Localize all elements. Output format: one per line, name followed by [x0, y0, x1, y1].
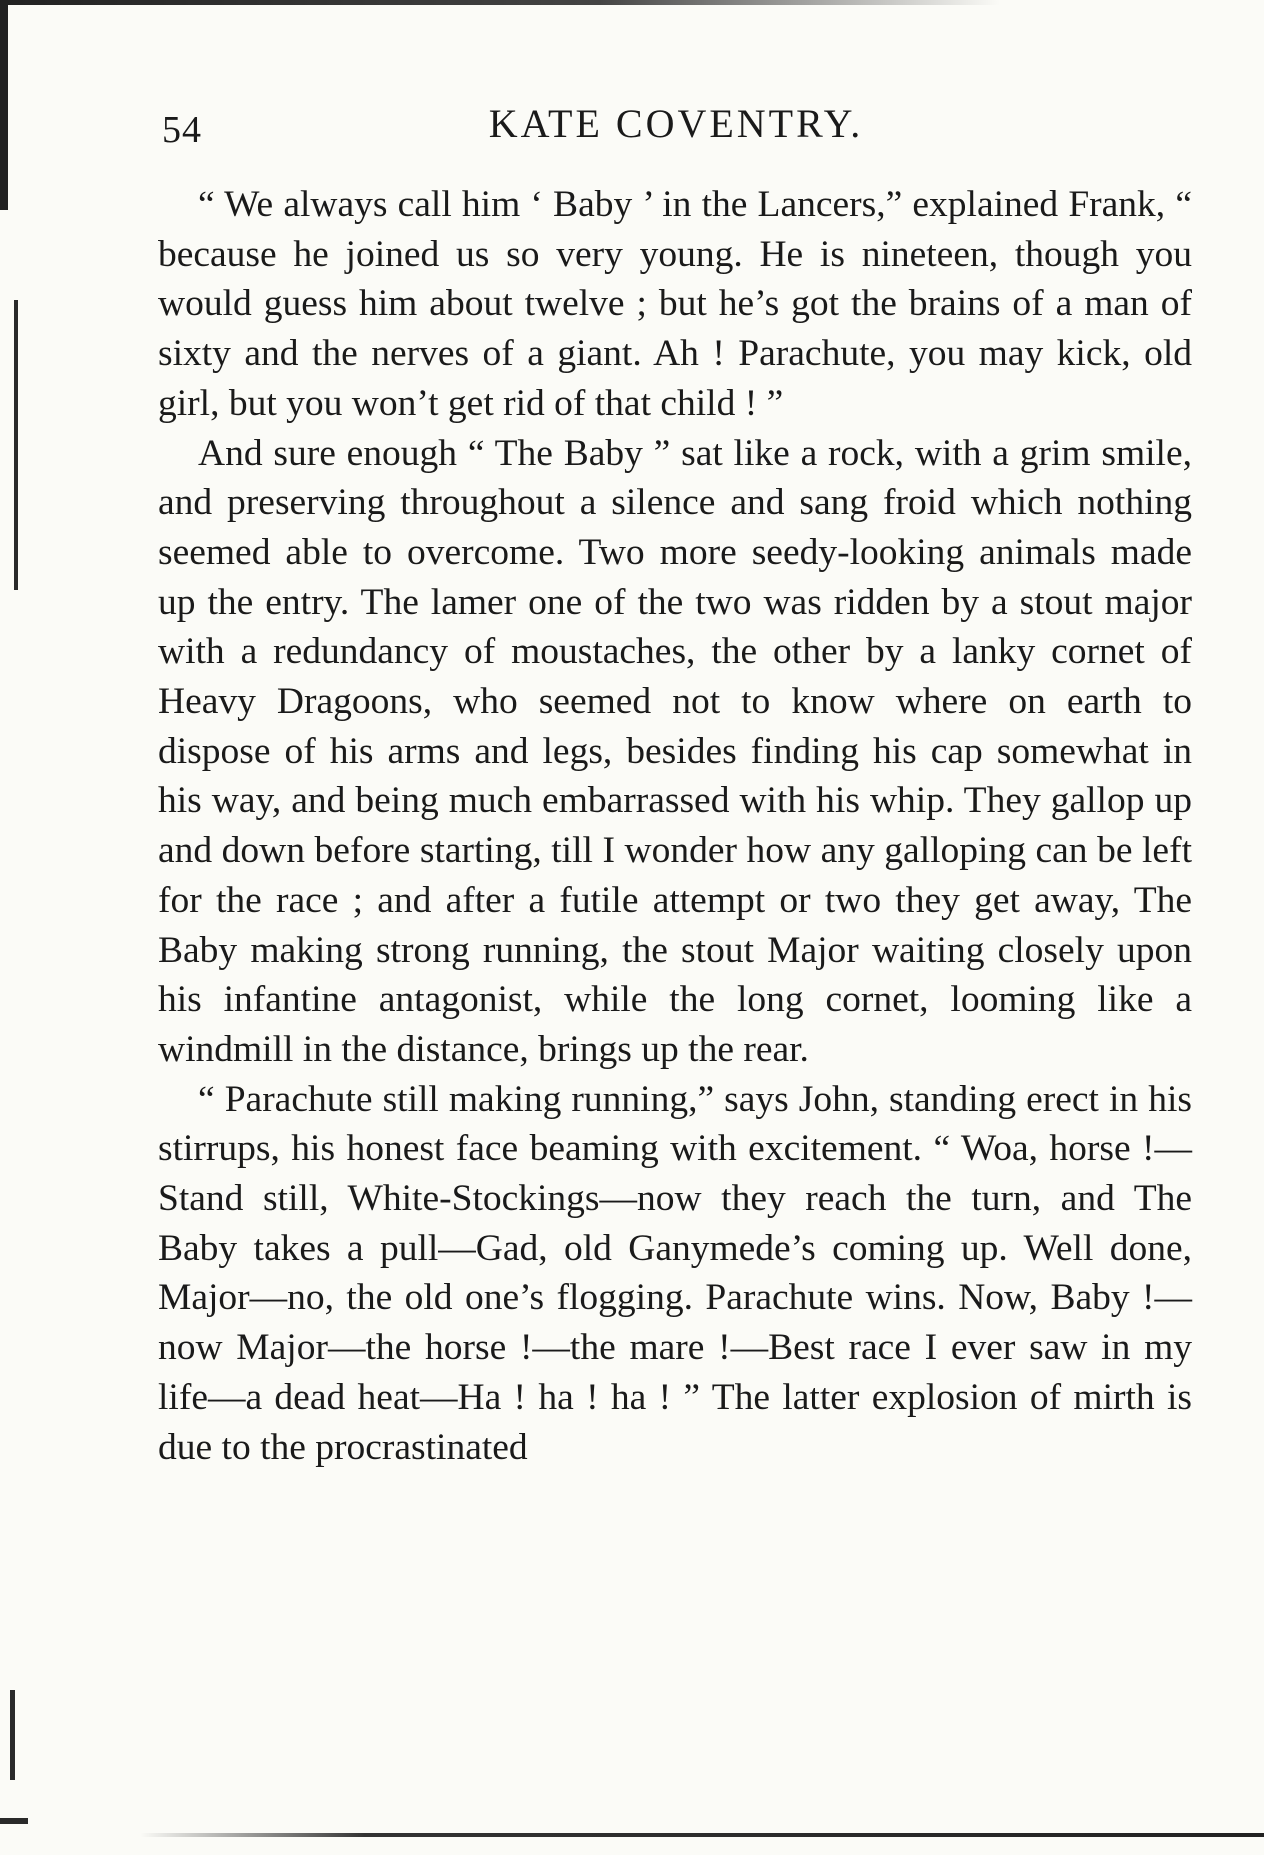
- scan-edge-bottom: [140, 1833, 1264, 1837]
- page-number: 54: [162, 109, 202, 151]
- scan-mark-left-middle: [14, 300, 18, 590]
- scan-mark-left-bottom: [10, 1690, 15, 1780]
- paragraph: “ We always call him ‘ Baby ’ in the Lancers,” explained Frank, “ because he joined us so very young. He is nineteen, though you would guess him about twelve ; but he’s got the brains of a man of sixty and the nerves of a giant. Ah ! Parachute, you may kick, old girl, but you won’t get rid of that child ! ”: [158, 184, 1192, 424]
- scan-mark-corner-bottom: [0, 1818, 28, 1824]
- page-header: [162, 100, 1190, 160]
- scan-edge-left: [0, 0, 8, 210]
- body-text: [158, 180, 1192, 1472]
- running-head: KATE COVENTRY.: [488, 101, 864, 146]
- scan-edge-top: [0, 0, 1000, 5]
- paragraph: And sure enough “ The Baby ” sat like a rock, with a grim smile, and preserving throughout a silence and sang froid which nothing seemed able to overcome. Two more seedy-looking animals made up the entry. The lamer one of the two was ridden by a stout major with a redundancy of moustaches, the other by a lanky cornet of Heavy Dragoons, who seemed not to know where on earth to dispose of his arms and legs, besides finding his cap somewhat in his way, and being much embarrassed with his whip. They gallop up and down before starting, till I wonder how any galloping can be left for the race ; and after a futile attempt or two they get away, The Baby making strong running, the stout Major waiting closely upon his infantine antagonist, while the long cornet, looming like a windmill in the distance, brings up the rear.: [158, 432, 1192, 1070]
- paragraph: “ Parachute still making running,” says John, standing erect in his stirrups, his honest face beaming with excitement. “ Woa, horse !—Stand still, White-Stockings—now they reach the turn, and The Baby takes a pull—Gad, old Ganymede’s coming up. Well done, Major—no, the old one’s flogging. Parachute wins. Now, Baby !—now Major—the horse !—the mare !—Best race I ever saw in my life—a dead heat—Ha ! ha ! ha ! ” The latter explosion of mirth is due to the procrastinated: [158, 1078, 1192, 1468]
